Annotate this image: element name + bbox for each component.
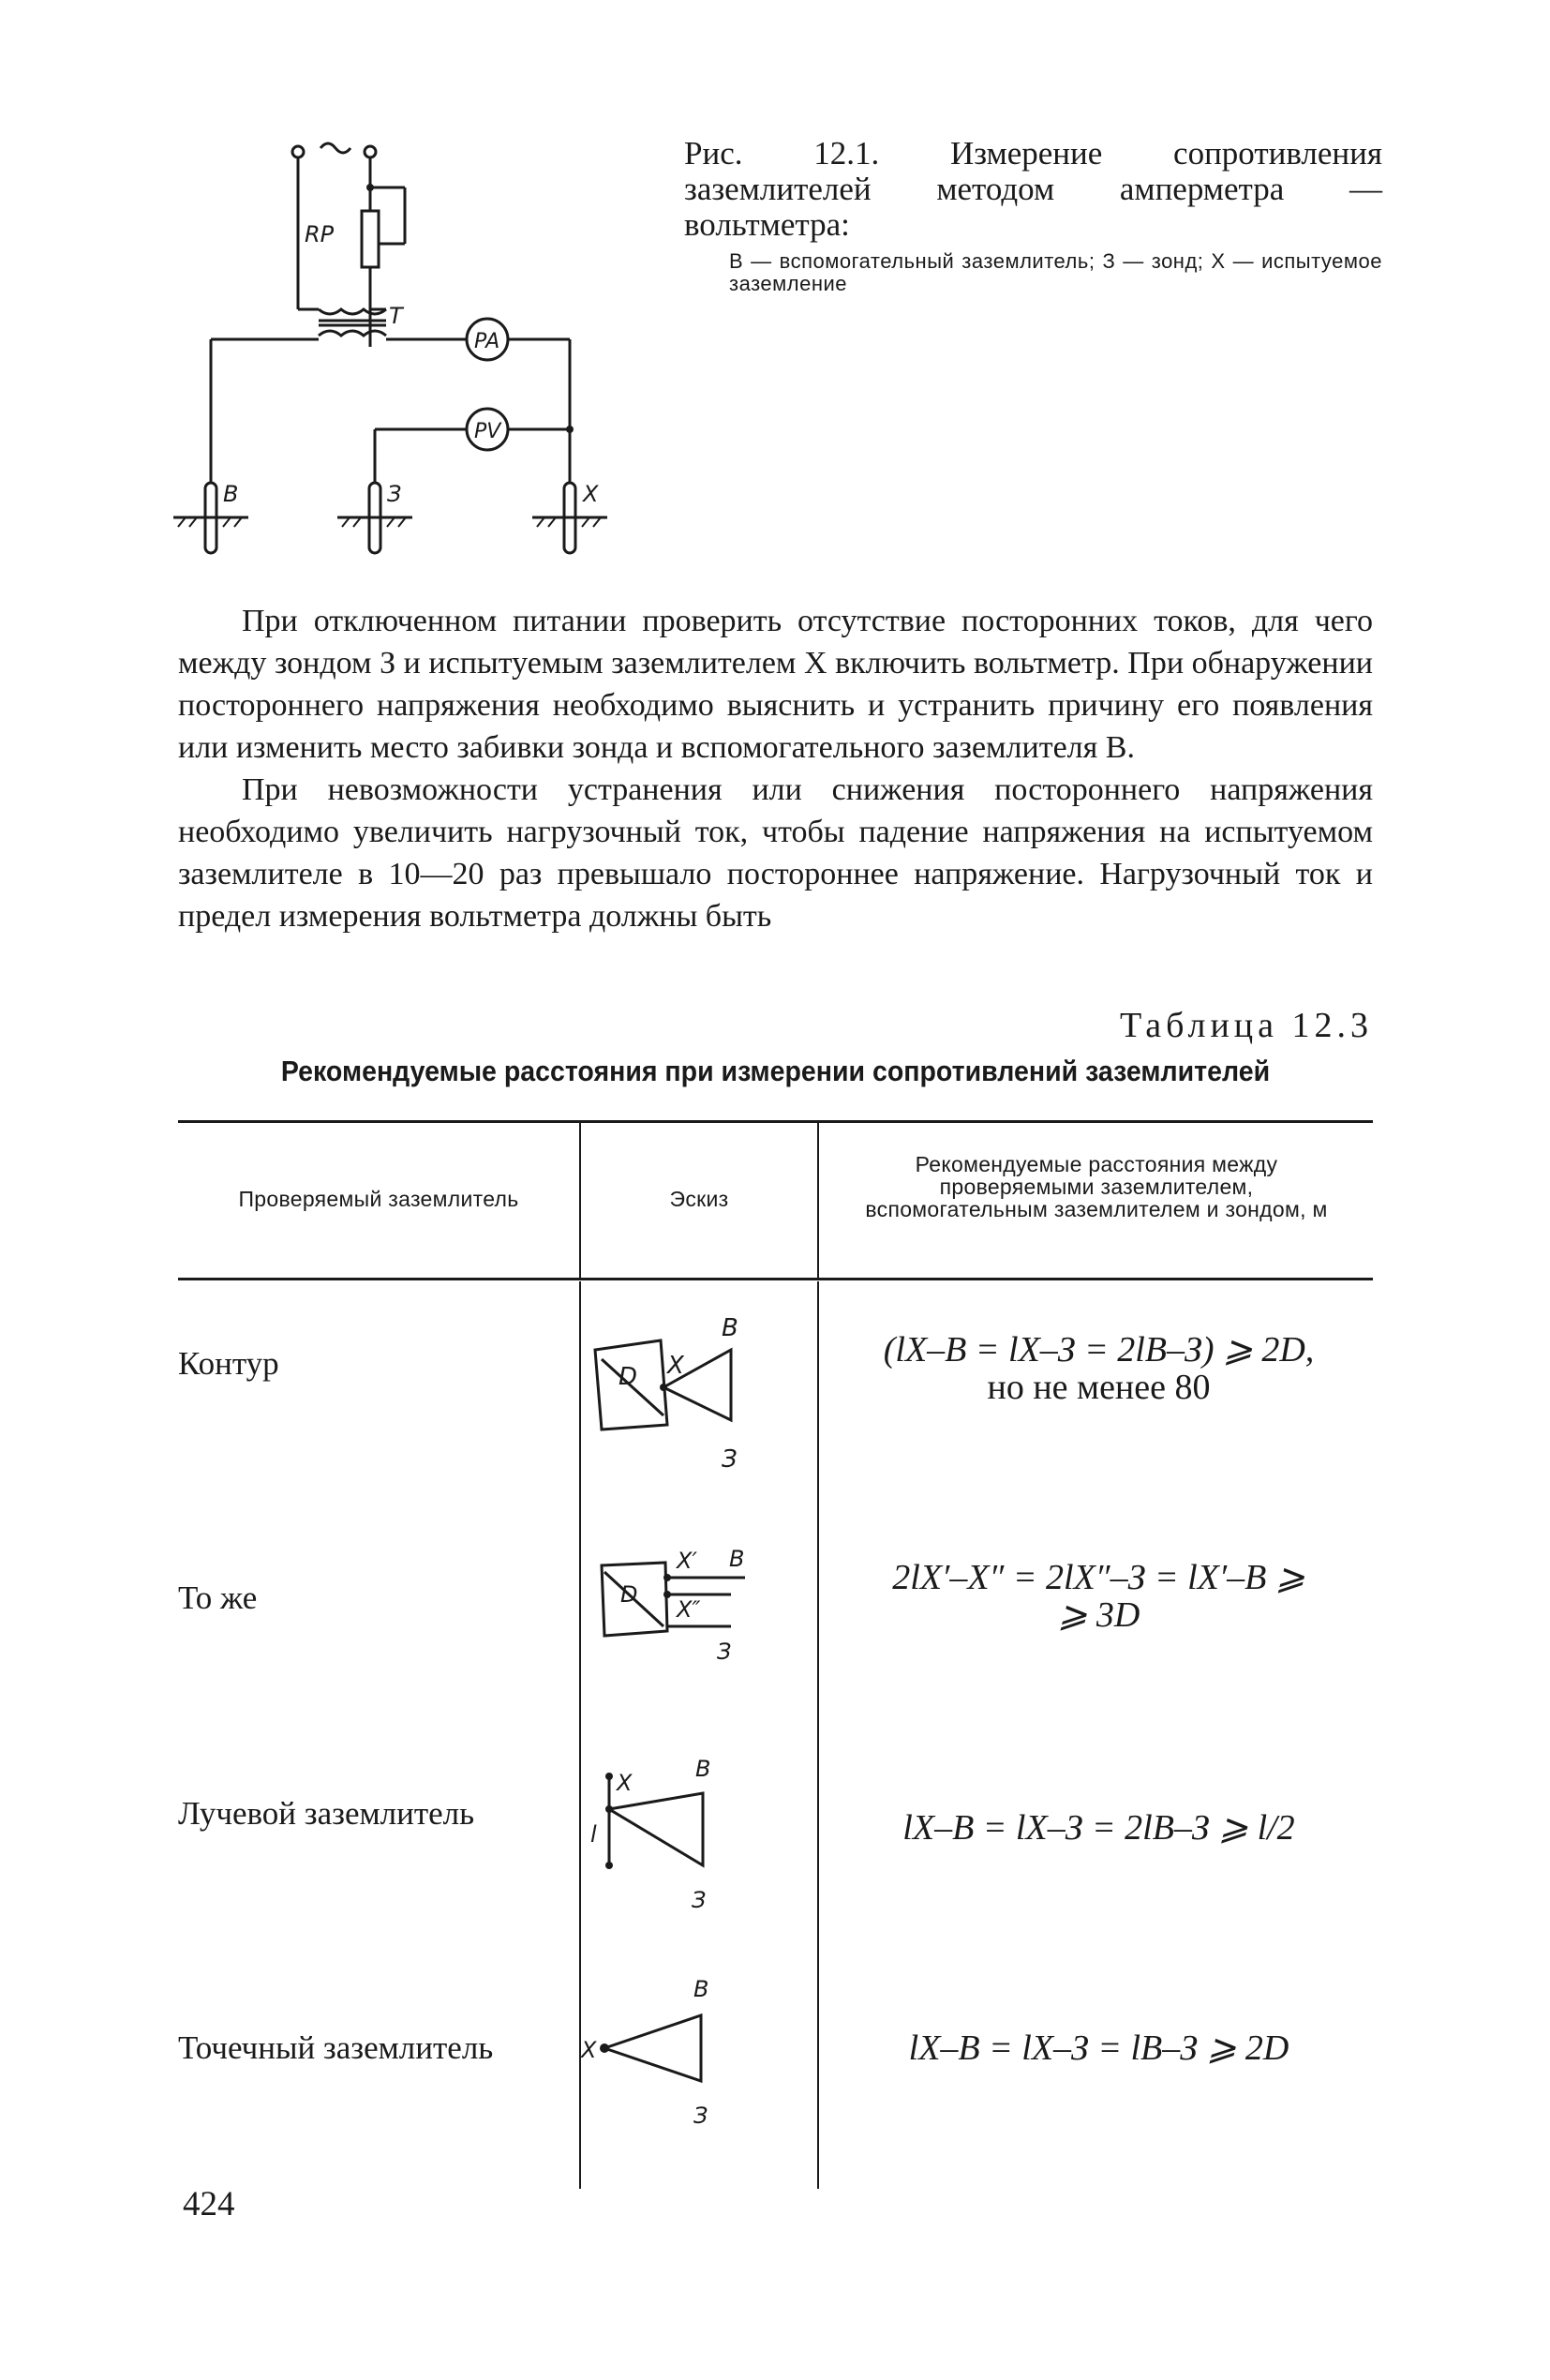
svg-text:X: X — [581, 2037, 597, 2063]
sketch-contour — [581, 1308, 815, 1514]
transformer-secondary — [319, 331, 386, 336]
svg-text:В: В — [695, 1756, 711, 1782]
label-b: В — [223, 481, 239, 507]
caption-title: Рис. 12.1. Измерение сопротивления заземлителей методом амперметра — вольтметра: — [684, 135, 1382, 243]
svg-text:D: D — [620, 1581, 638, 1608]
paragraph-1: При отключенном питании проверить отсутствие посторонних токов, для чего между зондом З и испытуемым заземлителем X включить вольтметр. При обнаружении постороннего напряжения необходимо выяснить и устранить причину его появления или изменить место забивки зонда и вспомогательного заземлителя В. — [178, 604, 1373, 765]
table-title: Рекомендуемые расстояния при измерении сопротивлений заземлителей — [280, 1055, 1271, 1087]
svg-text:З: З — [693, 2103, 708, 2129]
body-text — [178, 600, 1373, 937]
row-label-point: Точечный заземлитель — [178, 2029, 494, 2066]
caption-legend: В — вспомогательный заземлитель; З — зонд; X — испытуемое заземление — [729, 249, 1382, 295]
rheostat-rp — [362, 211, 379, 267]
label-pv: PV — [474, 420, 501, 443]
formula-contour: (lX–B = lX–З = 2lB–З) ⩾ 2D, но не менее 80 — [883, 1330, 1315, 1407]
svg-text:l: l — [590, 1821, 597, 1848]
row-label-contour: Контур — [178, 1345, 279, 1382]
formula-ray: lX–B = lX–З = 2lB–З ⩾ l/2 — [902, 1808, 1295, 1848]
circuit-diagram — [141, 122, 665, 591]
svg-text:В: В — [693, 1976, 709, 2002]
formula-point: lX–B = lX–З = lB–З ⩾ 2D — [908, 2028, 1289, 2068]
table-number: Таблица 12.3 — [1119, 1006, 1373, 1045]
label-rp: RP — [305, 221, 335, 247]
svg-text:В: В — [722, 1314, 738, 1342]
sketch-point — [581, 1973, 815, 2179]
svg-text:X″: X″ — [677, 1596, 701, 1623]
page-number: 424 — [183, 2185, 235, 2223]
figure-caption — [684, 136, 1382, 295]
header-distances: Рекомендуемые расстояния между проверяемыми заземлителем, вспомогательным заземлителем и зондом, м — [865, 1152, 1328, 1221]
header-sketch: Эскиз — [669, 1187, 729, 1211]
terminal-right — [365, 146, 376, 157]
label-x: X — [583, 481, 599, 507]
label-z: З — [387, 481, 402, 507]
svg-text:D: D — [619, 1363, 638, 1391]
terminal-left — [292, 146, 304, 157]
formula-same: 2lX′–X″ = 2lX″–З = lX′–B ⩾ ⩾ 3D — [892, 1558, 1305, 1635]
svg-text:З: З — [692, 1887, 707, 1913]
table-top-rule — [178, 1120, 1373, 1123]
circuit-svg — [141, 122, 665, 591]
distances-table — [178, 1120, 1373, 2189]
paragraph-2: При невозможности устранения или снижения постороннего напряжения необходимо увеличить нагрузочный ток, чтобы падение напряжения на испытуемом заземлителе в 10—20 раз превышало постороннее напряжение. Нагрузочный ток и предел измерения вольтметра должны быть — [178, 772, 1373, 934]
row-label-same: То же — [178, 1579, 258, 1616]
sketch-same — [581, 1533, 815, 1739]
svg-text:X: X — [667, 1352, 684, 1380]
svg-text:В: В — [729, 1546, 745, 1572]
ac-symbol — [320, 143, 350, 153]
svg-text:З: З — [722, 1445, 738, 1474]
header-checked-electrode: Проверяемый заземлитель — [238, 1187, 519, 1211]
svg-text:З: З — [717, 1639, 732, 1665]
table-header-rule — [178, 1278, 1373, 1280]
label-t: T — [389, 303, 403, 329]
svg-text:X′: X′ — [677, 1548, 697, 1574]
svg-text:X: X — [617, 1770, 633, 1796]
sketch-ray — [581, 1739, 815, 1945]
row-label-ray: Лучевой заземлитель — [178, 1795, 475, 1832]
label-pa: PA — [474, 330, 500, 353]
